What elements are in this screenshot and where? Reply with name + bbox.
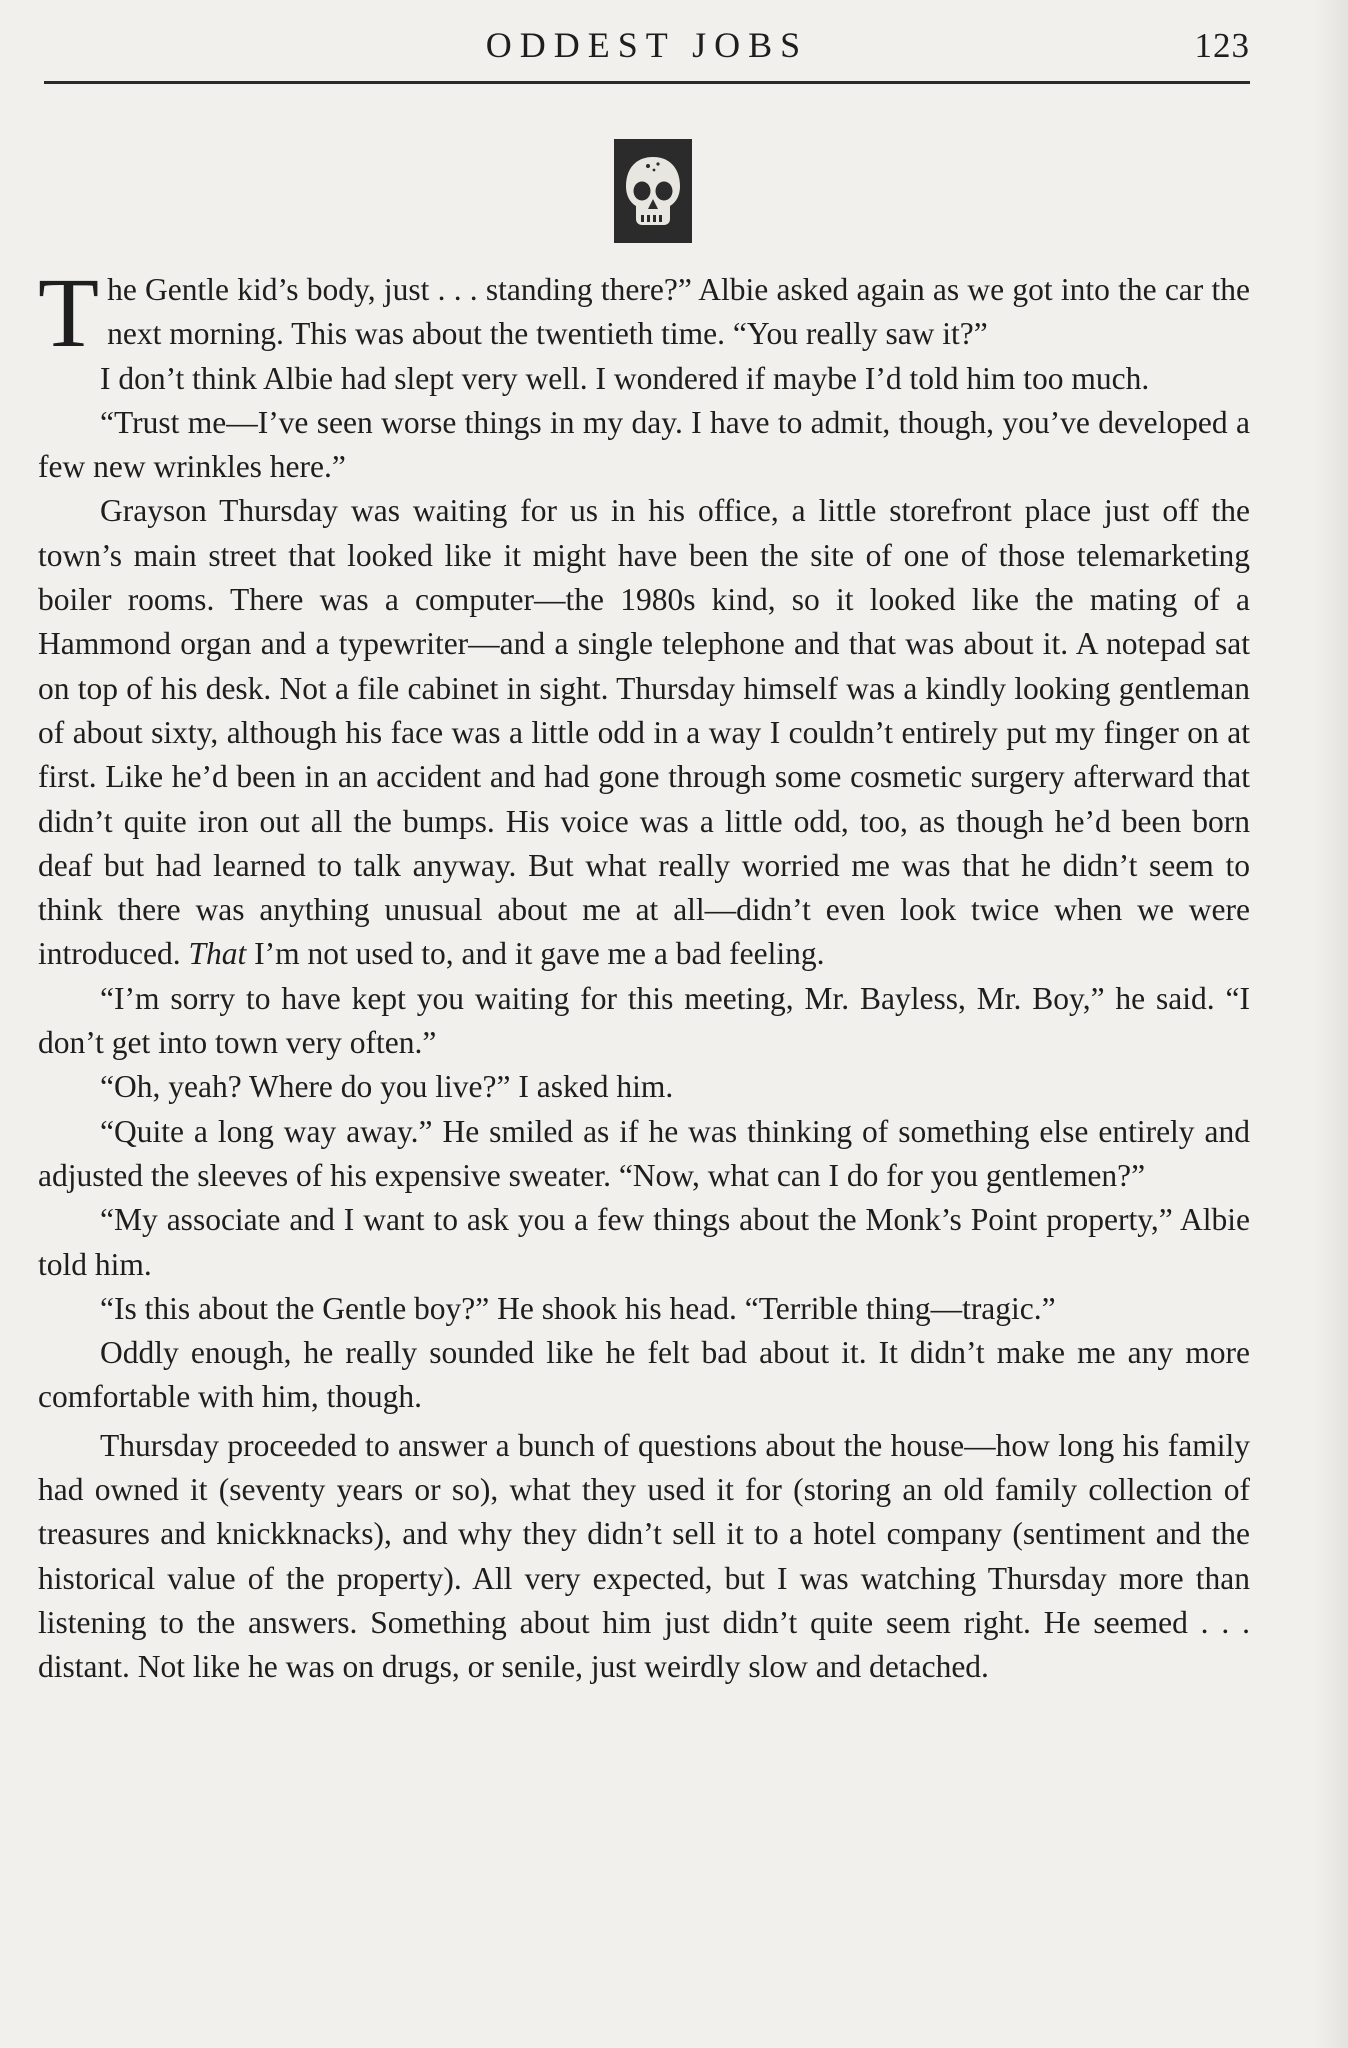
paragraph: “Trust me—I’ve seen worse things in my day. I have to admit, though, you’ve developed a few new wrinkles here.” [38,404,1250,485]
drop-cap: T [38,257,100,368]
paragraph: Thursday proceeded to answer a bunch of questions about the house—how long his family had owned it (seventy years or so), what they used it for (storing an old family collection of treasures and knickknacks), and why they didn’t sell it to a hotel company (sentiment and the historical value of the property). All very expected, but I was watching Thursday more than listening to the answers. Something about him just didn’t quite seem right. He seemed . . . distant. Not like he was on drugs, or senile, just weirdly slow and detached. [38,1427,1250,1685]
paragraph: I don’t think Albie had slept very well. I wondered if maybe I’d told him too much. [100,360,1150,396]
paragraph [38,489,1250,976]
paragraph: Oddly enough, he really sounded like he felt bad about it. It didn’t make me any more comfortable with him, though. [38,1335,1250,1415]
page-number: 123 [1194,26,1250,65]
paragraph: “My associate and I want to ask you a few things about the Monk’s Point property,” Albie told him. [38,1202,1250,1282]
paragraph: “Is this about the Gentle boy?” He shook his head. “Terrible thing—tragic.” [100,1290,1056,1326]
paragraph: “I’m sorry to have kept you waiting for this meeting, Mr. Bayless, Mr. Boy,” he said. “I don’t get into town very often.” [38,980,1250,1061]
running-title: ODDEST JOBS [485,25,809,65]
running-head [44,22,1250,80]
paragraph-text: he Gentle kid’s body, just . . . standing there?” Albie asked again as we got into the car the next morning. This was about the twentieth time. “You really saw it?” [107,272,1250,352]
paragraph-text-continued: I’m not used to, and it gave me a bad feeling. [254,936,825,972]
paragraph: “Oh, yeah? Where do you live?” I asked him. [100,1069,674,1105]
body-text [38,257,1250,1690]
paragraph: “Quite a long way away.” He smiled as if he was thinking of something else entirely and adjusted the sleeves of his expensive sweater. “Now, what can I do for you gentlemen?” [38,1113,1250,1193]
header-rule [44,81,1250,84]
skull-icon [614,139,692,243]
paragraph-text: Grayson Thursday was waiting for us in his office, a little storefront place just off the town’s main street that looked like it might have been the site of one of those telemarketing boiler rooms. There was a computer—the 1980s kind, so it looked like the mating of a Hammond organ and a typewriter—and a single telephone and that was about it. A notepad sat on top of his desk. Not a file cabinet in sight. Thursday himself was a kindly looking gentleman of about sixty, although his face was a little odd in a way I couldn’t entirely put my finger on at first. Like he’d been in an accident and had gone through some cosmetic surgery afterward that didn’t quite iron out all the bumps. His voice was a little odd, too, as though he’d been born deaf but had learned to talk anyway. But what really worried me was that he didn’t seem to think there was anything unusual about me at all—didn’t even look twice when we were introduced. [38,493,1250,972]
page-edge-shadow [1314,0,1348,2048]
italic-emphasis: That [188,936,247,972]
paragraph [38,257,1250,368]
